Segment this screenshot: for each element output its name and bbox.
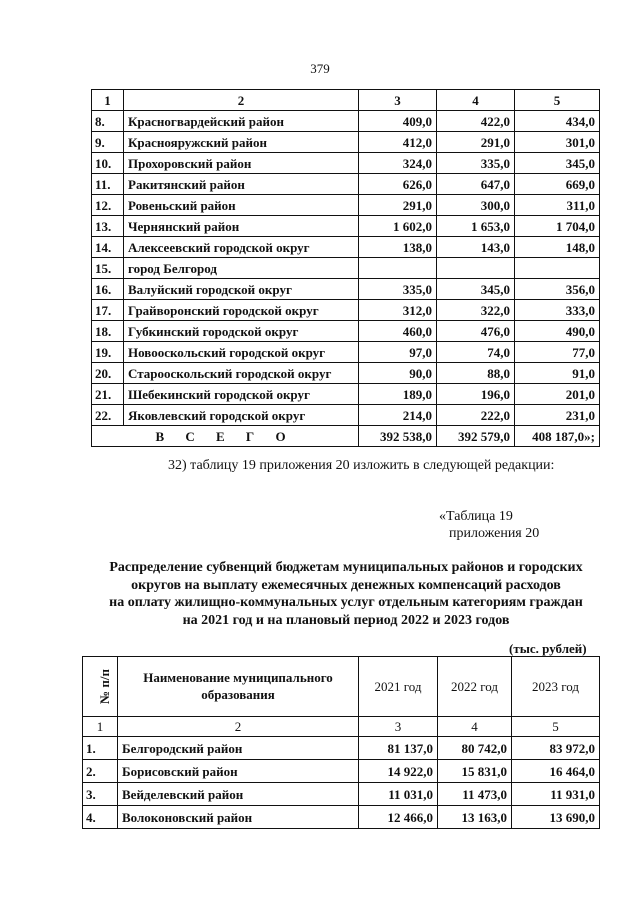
table-row (83, 806, 600, 829)
municipality-name: Старооскольский городской округ (124, 363, 359, 384)
table-row (92, 342, 600, 363)
table-row (83, 783, 600, 806)
value-2023: 11 931,0 (512, 783, 600, 806)
value-2022: 196,0 (437, 384, 515, 405)
municipality-name: Волоконовский район (118, 806, 359, 829)
value-2021: 626,0 (359, 174, 437, 195)
header-municipality: Наименование муниципального образования (118, 657, 359, 717)
value-2022: 15 831,0 (438, 760, 512, 783)
column-number-2: 2 (118, 717, 359, 737)
row-index: 11. (92, 174, 124, 195)
value-2021: 97,0 (359, 342, 437, 363)
table-row (92, 153, 600, 174)
row-index: 4. (83, 806, 118, 829)
municipality-name: Красногвардейский район (124, 111, 359, 132)
header-2021: 2021 год (359, 657, 438, 717)
value-2021: 291,0 (359, 195, 437, 216)
table-caption-line2: приложения 20 (449, 526, 540, 541)
table-row (92, 132, 600, 153)
value-2023: 311,0 (515, 195, 600, 216)
table-row (92, 111, 600, 132)
value-2021 (359, 258, 437, 279)
row-index: 20. (92, 363, 124, 384)
value-2021: 214,0 (359, 405, 437, 426)
table-heading (86, 559, 606, 629)
table-row (92, 300, 600, 321)
municipality-name: Новооскольский городской округ (124, 342, 359, 363)
municipality-name: Валуйский городской округ (124, 279, 359, 300)
heading-line: Распределение субвенций бюджетам муниципальных районов и городских (109, 560, 583, 575)
value-2022: 143,0 (437, 237, 515, 258)
row-index: 10. (92, 153, 124, 174)
heading-line: округов на выплату ежемесячных денежных компенсаций расходов (131, 577, 561, 593)
municipality-name: Ровеньский район (124, 195, 359, 216)
table-row (92, 258, 600, 279)
value-2023: 91,0 (515, 363, 600, 384)
table-row (83, 760, 600, 783)
total-2022: 392 579,0 (437, 426, 515, 447)
value-2021: 409,0 (359, 111, 437, 132)
total-row (92, 426, 600, 447)
row-index: 1. (83, 737, 118, 760)
value-2022: 291,0 (437, 132, 515, 153)
table-row (92, 321, 600, 342)
header-2023: 2023 год (512, 657, 600, 717)
table-caption-line1: «Таблица 19 (439, 509, 513, 524)
municipality-name: Чернянский район (124, 216, 359, 237)
total-label: В С Е Г О (92, 426, 359, 447)
subsidy-table-continuation (91, 89, 600, 447)
column-number-1: 1 (92, 90, 124, 111)
total-2023: 408 187,0»; (515, 426, 600, 447)
municipality-name: Яковлевский городской округ (124, 405, 359, 426)
table-header-row (92, 90, 600, 111)
value-2022: 335,0 (437, 153, 515, 174)
total-2021: 392 538,0 (359, 426, 437, 447)
value-2022: 13 163,0 (438, 806, 512, 829)
table-row (92, 237, 600, 258)
row-index: 18. (92, 321, 124, 342)
column-number-3: 3 (359, 717, 438, 737)
value-2021: 324,0 (359, 153, 437, 174)
value-2023: 434,0 (515, 111, 600, 132)
table-row (92, 405, 600, 426)
municipality-name: Грайворонский городской округ (124, 300, 359, 321)
value-2022: 345,0 (437, 279, 515, 300)
table-row (83, 737, 600, 760)
units-label: (тыс. рублей) (509, 641, 587, 656)
value-2023: 356,0 (515, 279, 600, 300)
value-2023: 83 972,0 (512, 737, 600, 760)
heading-line: на оплату жилищно-коммунальных услуг отдельным категориям граждан (109, 595, 583, 610)
value-2022: 88,0 (437, 363, 515, 384)
value-2021: 189,0 (359, 384, 437, 405)
municipality-name: Вейделевский район (118, 783, 359, 806)
value-2023: 13 690,0 (512, 806, 600, 829)
row-index: 15. (92, 258, 124, 279)
value-2022 (437, 258, 515, 279)
value-2023: 16 464,0 (512, 760, 600, 783)
row-index: 19. (92, 342, 124, 363)
value-2021: 14 922,0 (359, 760, 438, 783)
value-2023: 333,0 (515, 300, 600, 321)
value-2022: 647,0 (437, 174, 515, 195)
column-number-4: 4 (437, 90, 515, 111)
value-2021: 1 602,0 (359, 216, 437, 237)
value-2021: 138,0 (359, 237, 437, 258)
value-2023: 490,0 (515, 321, 600, 342)
value-2022: 300,0 (437, 195, 515, 216)
value-2021: 90,0 (359, 363, 437, 384)
column-number-4: 4 (438, 717, 512, 737)
value-2022: 322,0 (437, 300, 515, 321)
column-number-2: 2 (124, 90, 359, 111)
municipality-name: Губкинский городской округ (124, 321, 359, 342)
heading-line: на 2021 год и на плановый период 2022 и 2023 годов (182, 612, 510, 628)
row-index: 3. (83, 783, 118, 806)
municipality-name: Шебекинский городской округ (124, 384, 359, 405)
amendment-paragraph: 32) таблицу 19 приложения 20 изложить в следующей редакции: (168, 458, 555, 473)
header-2022: 2022 год (438, 657, 512, 717)
table-row (92, 363, 600, 384)
row-index: 14. (92, 237, 124, 258)
table-row (92, 279, 600, 300)
value-2022: 1 653,0 (437, 216, 515, 237)
row-index: 8. (92, 111, 124, 132)
row-index: 21. (92, 384, 124, 405)
value-2021: 412,0 (359, 132, 437, 153)
column-number-1: 1 (83, 717, 118, 737)
value-2023: 77,0 (515, 342, 600, 363)
value-2023: 301,0 (515, 132, 600, 153)
value-2023: 148,0 (515, 237, 600, 258)
municipality-name: Ракитянский район (124, 174, 359, 195)
value-2022: 222,0 (437, 405, 515, 426)
row-index: 13. (92, 216, 124, 237)
column-number-3: 3 (359, 90, 437, 111)
municipality-name: Белгородский район (118, 737, 359, 760)
value-2021: 12 466,0 (359, 806, 438, 829)
value-2022: 74,0 (437, 342, 515, 363)
column-number-5: 5 (512, 717, 600, 737)
value-2022: 476,0 (437, 321, 515, 342)
row-index: 22. (92, 405, 124, 426)
row-index: 17. (92, 300, 124, 321)
value-2023: 345,0 (515, 153, 600, 174)
header-np (83, 657, 118, 717)
value-2021: 460,0 (359, 321, 437, 342)
value-2022: 11 473,0 (438, 783, 512, 806)
value-2023: 201,0 (515, 384, 600, 405)
column-numbers-row (83, 717, 600, 737)
value-2022: 80 742,0 (438, 737, 512, 760)
value-2022: 422,0 (437, 111, 515, 132)
value-2021: 11 031,0 (359, 783, 438, 806)
value-2023: 1 704,0 (515, 216, 600, 237)
table-row (92, 195, 600, 216)
municipality-name: Прохоровский район (124, 153, 359, 174)
municipality-name: Краснояружский район (124, 132, 359, 153)
column-number-5: 5 (515, 90, 600, 111)
page-number: 379 (310, 61, 330, 76)
table-row (92, 216, 600, 237)
value-2023: 669,0 (515, 174, 600, 195)
row-index: 12. (92, 195, 124, 216)
table-row (92, 174, 600, 195)
row-index: 16. (92, 279, 124, 300)
row-index: 2. (83, 760, 118, 783)
municipality-name: Алексеевский городской округ (124, 237, 359, 258)
subsidy-table-19 (82, 656, 600, 829)
municipality-name: город Белгород (124, 258, 359, 279)
header-np-label: № п/п (96, 669, 112, 704)
table-row (92, 384, 600, 405)
value-2021: 312,0 (359, 300, 437, 321)
table-header-row (83, 657, 600, 717)
row-index: 9. (92, 132, 124, 153)
value-2021: 81 137,0 (359, 737, 438, 760)
value-2023: 231,0 (515, 405, 600, 426)
value-2023 (515, 258, 600, 279)
municipality-name: Борисовский район (118, 760, 359, 783)
value-2021: 335,0 (359, 279, 437, 300)
